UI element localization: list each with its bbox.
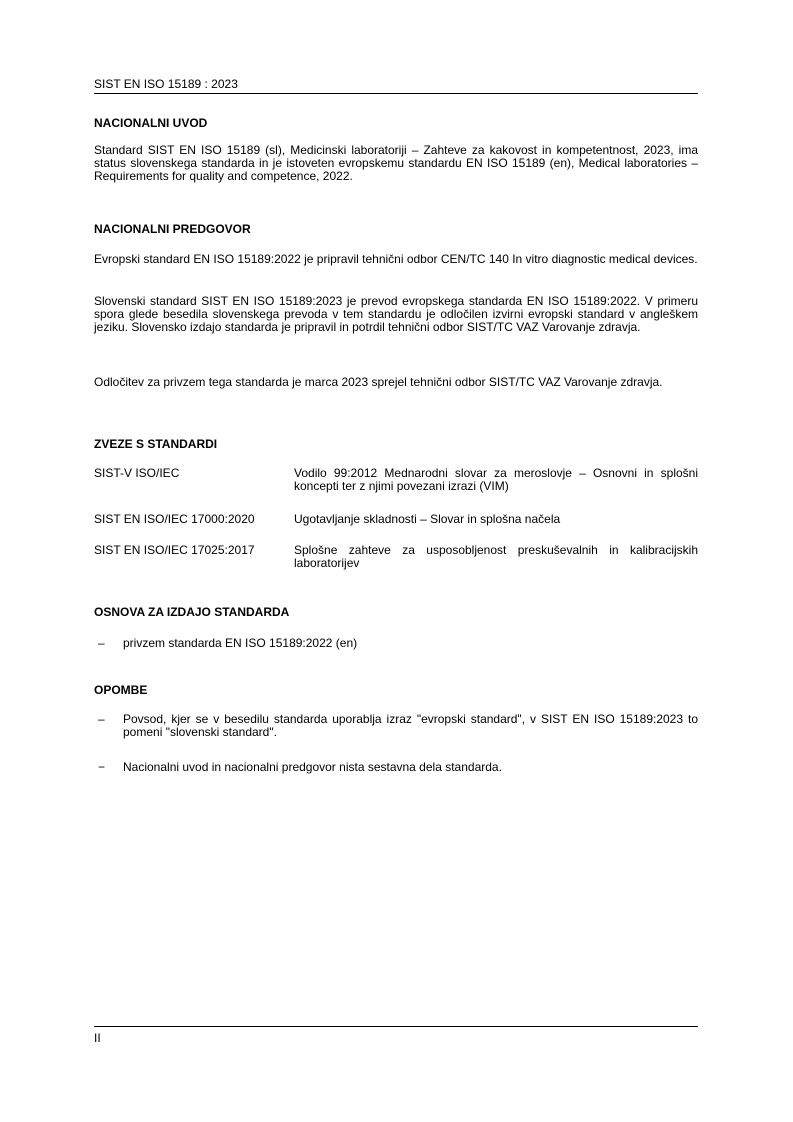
list-dash: – — [98, 712, 105, 726]
section-heading: OSNOVA ZA IZDAJO STANDARDA — [94, 605, 290, 619]
standard-title: Ugotavljanje skladnosti – Slovar in splošna načela — [294, 512, 561, 526]
section-heading: ZVEZE S STANDARDI — [94, 437, 218, 451]
list-item-text: privzem standarda EN ISO 15189:2022 (en) — [123, 636, 358, 650]
list-item-text: Nacionalni uvod in nacionalni predgovor nista sestavna dela standarda. — [123, 760, 502, 774]
predgovor-paragraph-2: Slovenski standard SIST EN ISO 15189:2023 je prevod evropskega standarda EN ISO 15189:2022. V primeru spora glede besedila slovenskega prevoda v tem standardu je odločilen izvirni evropski standard v angleškem jeziku. Slovensko izdajo standarda je pripravil in potrdil tehnični odbor SIST/TC VAZ Varovanje zdravja. — [94, 294, 698, 334]
section-uvod — [94, 116, 698, 130]
section-heading: OPOMBE — [94, 683, 148, 697]
section-zveze — [94, 437, 698, 451]
page-footer — [94, 1026, 698, 1045]
page-number: II — [94, 1031, 101, 1045]
list-dash: – — [98, 636, 105, 650]
standard-title: Vodilo 99:2012 Mednarodni slovar za meroslovje – Osnovni in splošni koncepti ter z njimi povezani izrazi (VIM) — [294, 466, 698, 493]
section-heading: NACIONALNI UVOD — [94, 116, 208, 130]
predgovor-paragraph-1: Evropski standard EN ISO 15189:2022 je pripravil tehnični odbor CEN/TC 140 In vitro diagnostic medical devices. — [94, 252, 698, 266]
predgovor-paragraph-3: Odločitev za privzem tega standarda je marca 2023 sprejel tehnični odbor SIST/TC VAZ Varovanje zdravja. — [94, 375, 663, 389]
header-title: SIST EN ISO 15189 : 2023 — [94, 77, 238, 91]
section-predgovor — [94, 222, 698, 236]
section-heading: NACIONALNI PREDGOVOR — [94, 222, 251, 236]
standard-code: SIST EN ISO/IEC 17025:2017 — [94, 543, 255, 557]
standard-code: SIST EN ISO/IEC 17000:2020 — [94, 512, 255, 526]
standard-title: Splošne zahteve za usposobljenost preskuševalnih in kalibracijskih laboratorijev — [294, 543, 698, 570]
page-header — [94, 77, 698, 94]
uvod-paragraph: Standard SIST EN ISO 15189 (sl), Medicinski laboratoriji – Zahteve za kakovost in kompetentnost, 2023, ima status slovenskega standarda in je istoveten evropskemu standardu EN ISO 15189 (en), Medical laboratories – Requirements for quality and competence, 2022. — [94, 143, 698, 183]
section-osnova — [94, 605, 698, 619]
list-dash: − — [98, 760, 106, 774]
list-item-text: Povsod, kjer se v besedilu standarda uporablja izraz "evropski standard", v SIST EN ISO 15189:2023 to pomeni "slovenski standard". — [123, 712, 698, 739]
section-opombe — [94, 683, 698, 697]
standard-code: SIST-V ISO/IEC — [94, 466, 180, 480]
